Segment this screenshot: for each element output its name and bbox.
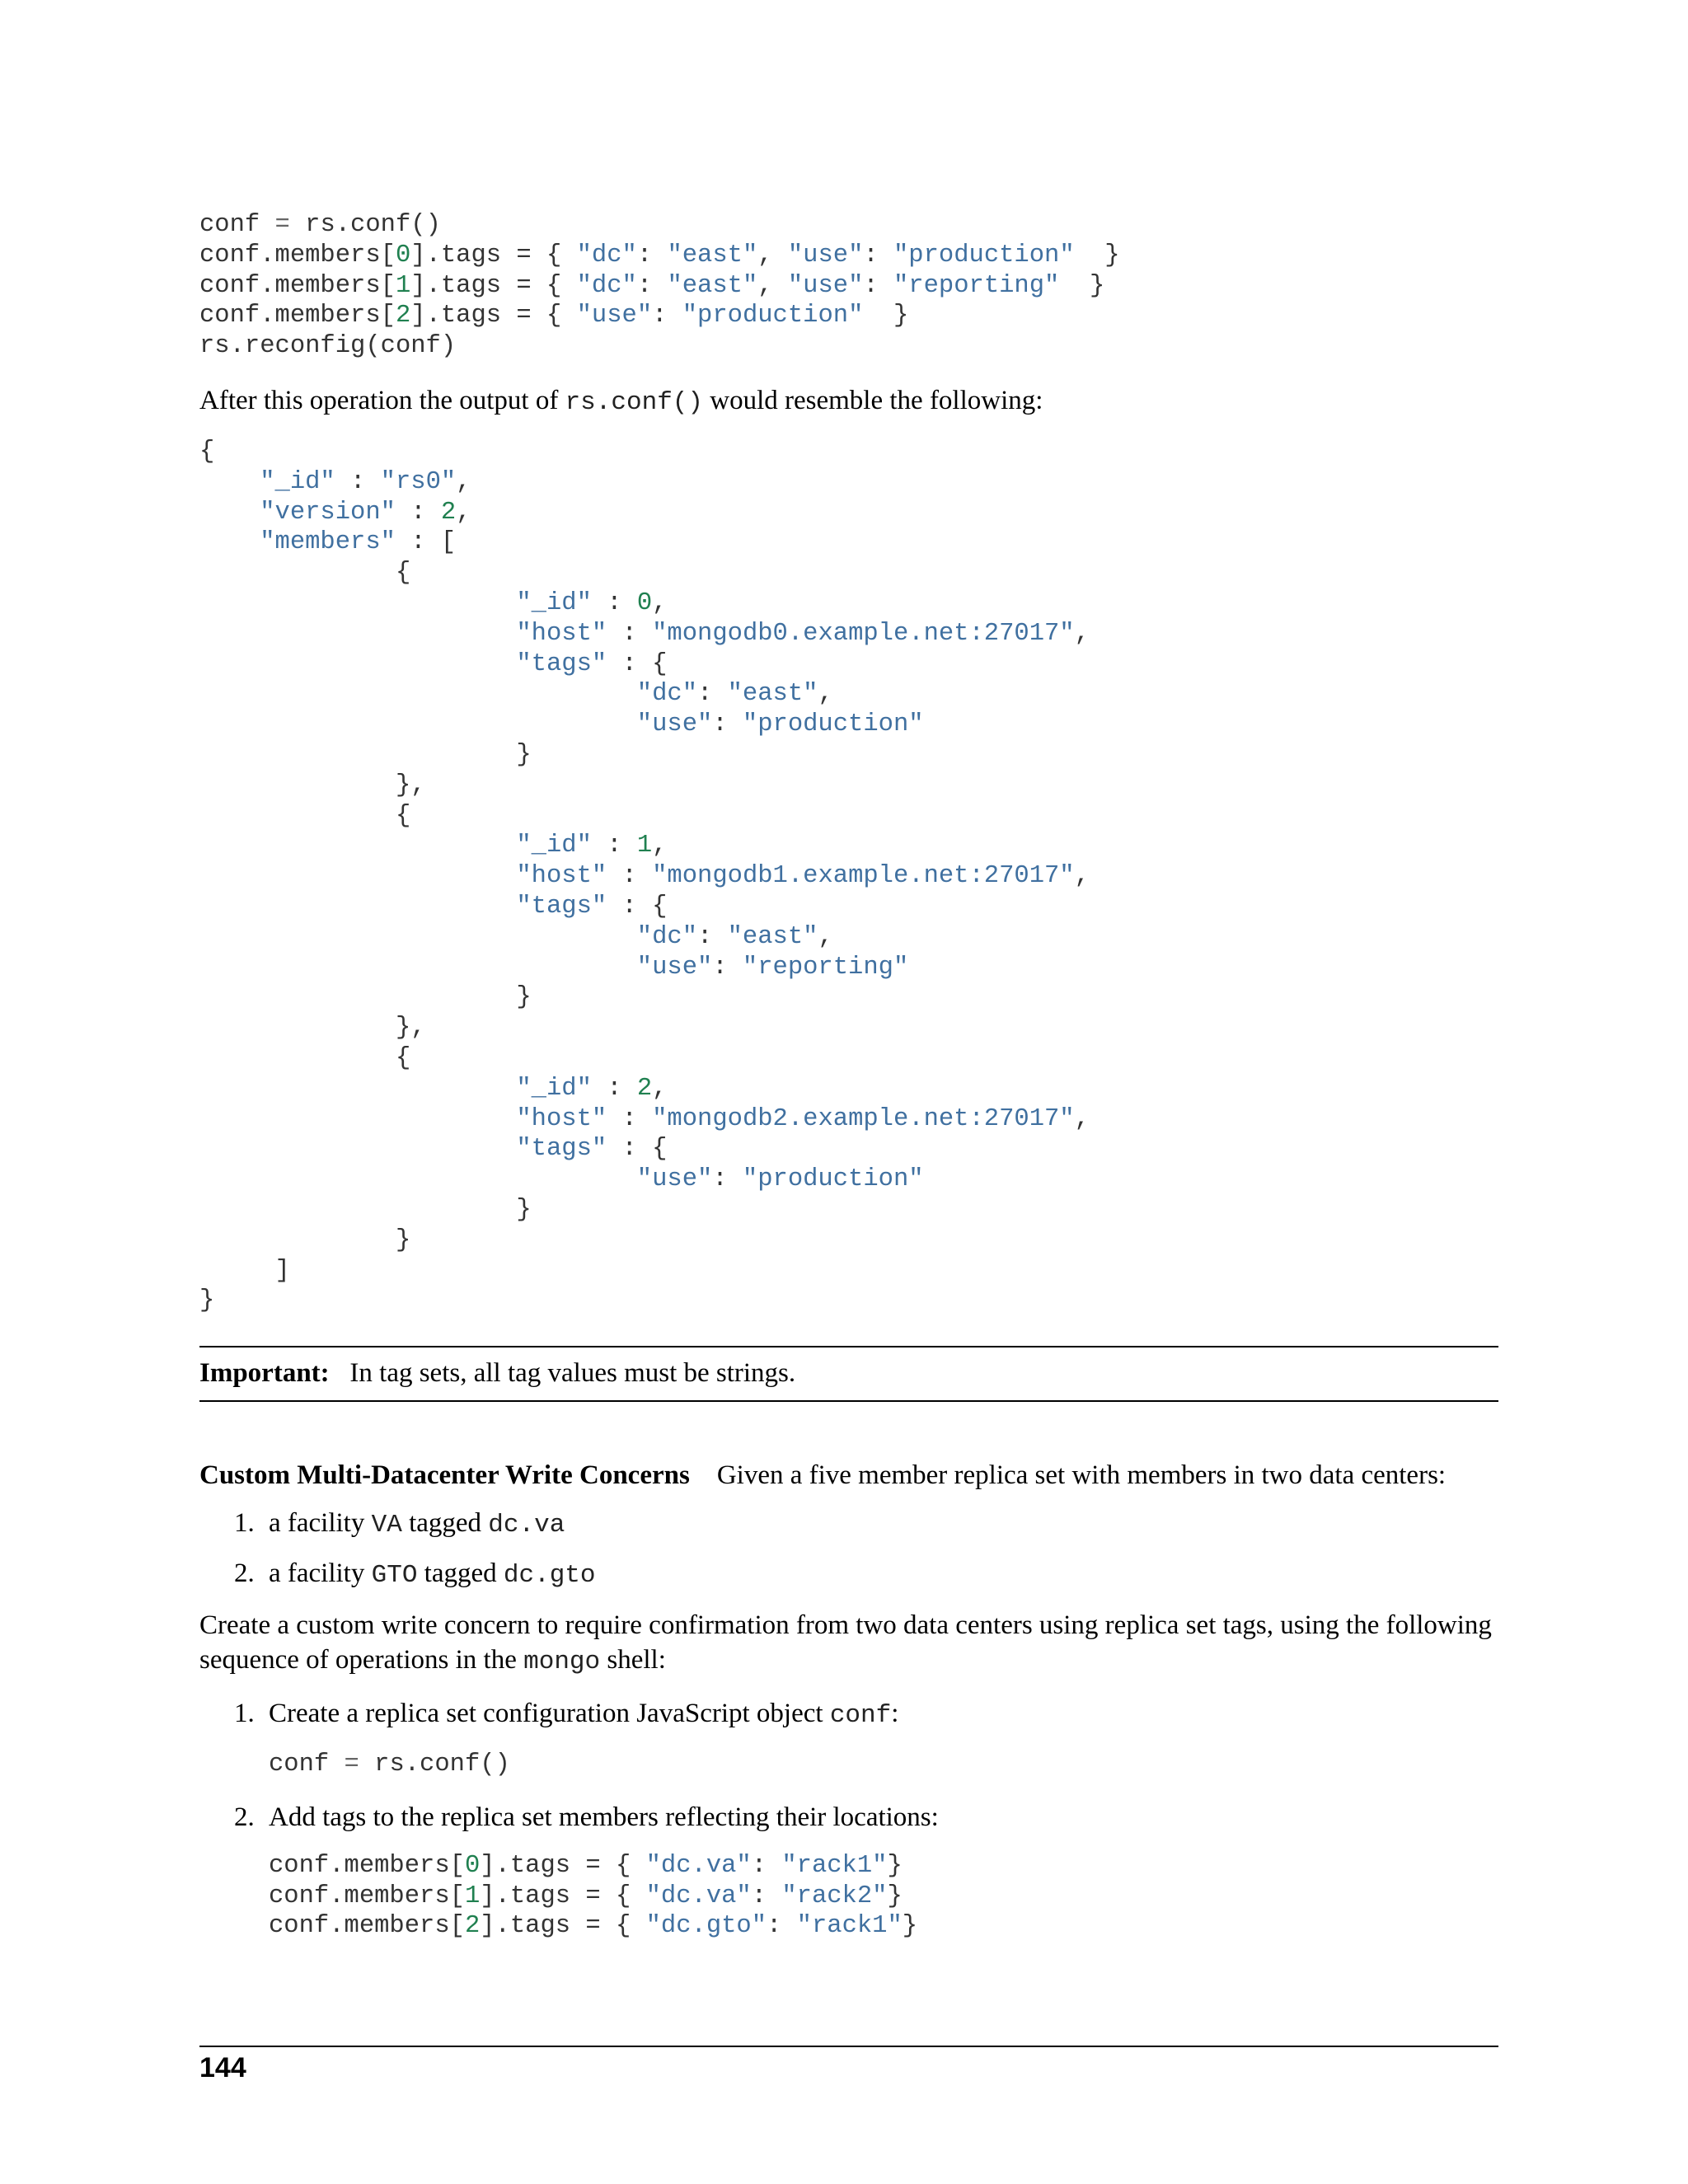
document-page: [199, 210, 1498, 1942]
code-block-tags: [199, 210, 1498, 362]
list-item: 2. Add tags to the replica set members reflecting their locations: conf.members[0].tags = { "dc.va": "rack1"} conf.members[1].tags = { "dc.va": "rack2"} conf.members[2].tags = { "dc.gto": "rack1"}: [199, 1800, 1498, 1942]
important-note: Important: In tag sets, all tag values must be strings.: [199, 1358, 796, 1389]
list-item: 1. Create a replica set configuration JavaScript object conf: conf = rs.conf(): [199, 1696, 1498, 1780]
page-number: 144: [199, 2052, 246, 2083]
code-block-rsconf-json: { "_id" : "rs0", "version" : 2, "members" : [ { "_id" : 0, "host" : "mongodb0.example.net:27017", "tags" : { "dc": "east", "use": "production" } }, { "_id" : 1, "host" : "mongodb1.example.net:27017", "tags" : { "dc": "east", "use": "reporting" } }, { "_id" : 2, "host" : "mongodb2.example.net:27017", "tags" : { "use": "production" } } ] }: [199, 437, 1090, 1315]
footer-rule: [199, 2046, 1498, 2047]
steps-list: [199, 1696, 1498, 1942]
code-block-conf: conf = rs.conf(): [269, 1750, 510, 1779]
code-line: conf.members[2].tags = { "use": "production" }: [199, 302, 909, 330]
code-line: conf.members[2].tags = { "dc.gto": "rack1"}: [269, 1912, 918, 1941]
section-custom-write-concerns: Custom Multi-Datacenter Write Concerns Given a five member replica set with members in two data centers:: [199, 1460, 1447, 1491]
paragraph-rsconf-output: After this operation the output of rs.conf() would resemble the following:: [199, 385, 1043, 417]
code-block-location-tags: [269, 1851, 1498, 1942]
code-line: conf.members[0].tags = { "dc.va": "rack1"}: [269, 1851, 903, 1880]
list-item: 1. a facility VA tagged dc.va: [234, 1508, 565, 1540]
code-line: conf.members[1].tags = { "dc.va": "rack2"}: [269, 1882, 903, 1910]
admonition-top-rule: [199, 1346, 1498, 1347]
code-line: rs.reconfig(conf): [199, 332, 457, 361]
paragraph-create-write-concern: Create a custom write concern to require confirmation from two data centers using replica set tags, using the following sequence of operations in the mongo shell:: [199, 1610, 1492, 1677]
admonition-bottom-rule: [199, 1400, 1498, 1402]
code-line: conf.members[1].tags = { "dc": "east", "use": "reporting" }: [199, 271, 1105, 300]
important-label: Important:: [199, 1358, 330, 1389]
code-line: conf.members[0].tags = { "dc": "east", "use": "production" }: [199, 241, 1120, 269]
code-line: conf = rs.conf(): [199, 211, 441, 239]
list-item: 2. a facility GTO tagged dc.gto: [234, 1558, 596, 1591]
facility-list: [199, 1506, 1498, 1593]
section-title: Custom Multi-Datacenter Write Concerns: [199, 1460, 690, 1491]
